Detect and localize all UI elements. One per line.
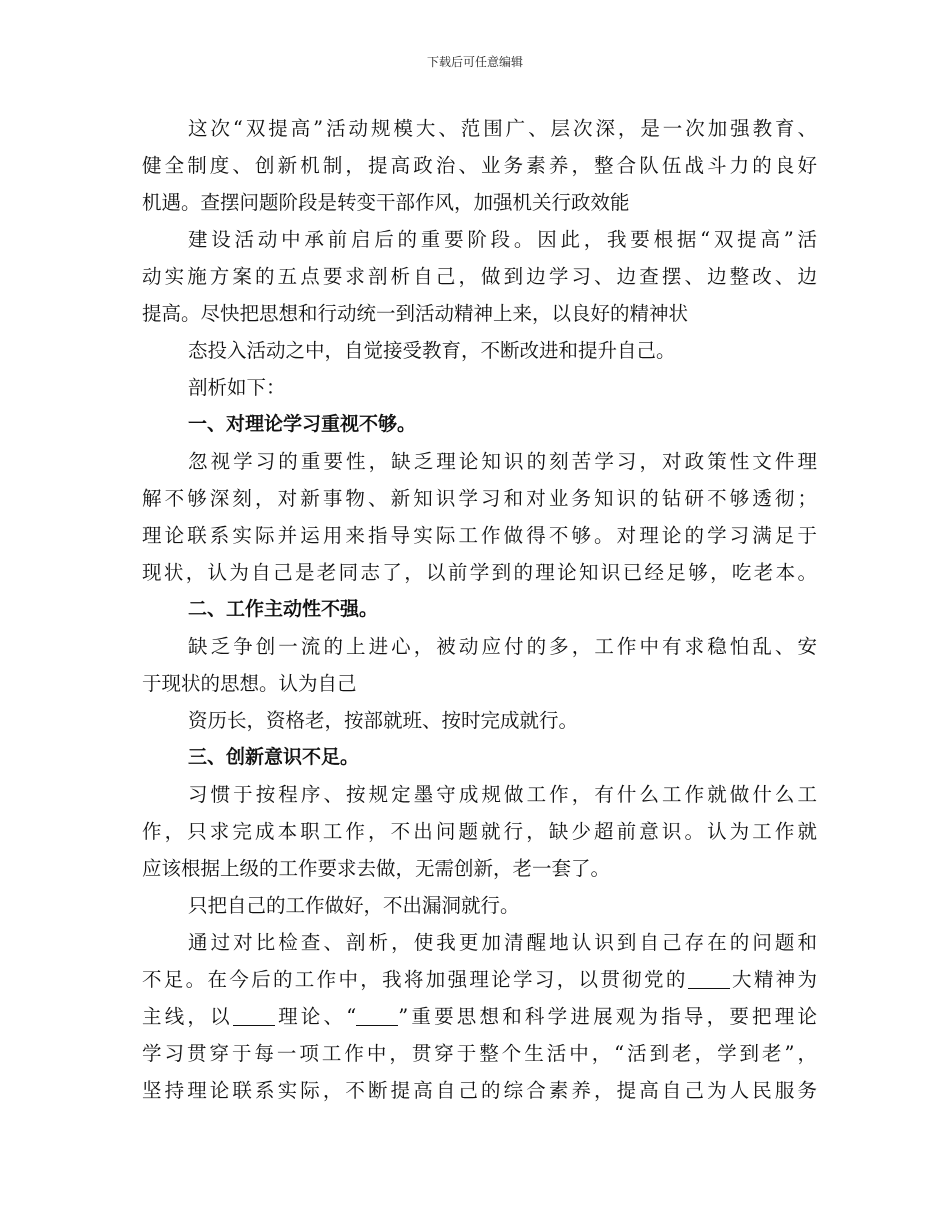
text-line: 应该根据上级的工作要求去做，无需创新，老一套了。 xyxy=(142,857,611,880)
section-heading: 一、对理论学习重视不够。 xyxy=(188,413,417,435)
fill-blank xyxy=(233,1006,275,1027)
section-heading: 二、工作主动性不强。 xyxy=(188,598,379,620)
text-line: 解不够深刻，对新事物、新知识学习和对业务知识的钻研不够透彻； xyxy=(142,487,817,510)
text-line: 通过对比检查、剖析，使我更加清醒地认识到自己存在的问题和 xyxy=(188,931,817,954)
text-segment: 理论、“ xyxy=(274,1005,357,1028)
text-line: 习惯于按程序、按规定墨守成规做工作，有什么工作就做什么工 xyxy=(188,783,817,806)
text-segment: 大精神为 xyxy=(729,968,817,991)
text-line: 现状，认为自己是老同志了，以前学到的理论知识已经足够，吃老本。 xyxy=(142,561,817,584)
text-line xyxy=(142,998,817,1035)
text-segment: ”重要思想和科学进展观为指导，要把理论 xyxy=(398,1005,817,1028)
text-line: 作，只求完成本职工作，不出问题就行，缺少超前意识。认为工作就 xyxy=(142,820,817,843)
text-line: 建设活动中承前启后的重要阶段。因此，我要根据“双提高”活 xyxy=(188,228,817,251)
fill-blank xyxy=(688,969,730,990)
text-line: 学习贯穿于每一项工作中，贯穿于整个生活中，“活到老，学到老”， xyxy=(142,1042,817,1065)
text-line: 机遇。查摆问题阶段是转变干部作风，加强机关行政效能 xyxy=(142,191,630,214)
text-line: 只把自己的工作做好，不出漏洞就行。 xyxy=(188,894,520,917)
text-line: 态投入活动之中，自觉接受教育，不断改进和提升自己。 xyxy=(188,339,676,362)
text-segment: 主线，以 xyxy=(142,1005,233,1028)
text-line: 于现状的思想。认为自己 xyxy=(142,672,357,695)
text-line: 资历长，资格老，按部就班、按时完成就行。 xyxy=(188,709,579,732)
text-line: 动实施方案的五点要求剖析自己，做到边学习、边查摆、边整改、边 xyxy=(142,265,817,288)
text-line: 这次“双提高”活动规模大、范围广、层次深，是一次加强教育、 xyxy=(188,117,817,140)
text-line: 健全制度、创新机制，提高政治、业务素养，整合队伍战斗力的良好 xyxy=(142,154,817,177)
text-segment: 不足。在今后的工作中，我将加强理论学习，以贯彻党的 xyxy=(142,968,688,991)
document-body xyxy=(142,110,817,1109)
text-line xyxy=(142,961,817,998)
text-line: 坚持理论联系实际，不断提高自己的综合素养，提高自己为人民服务 xyxy=(142,1079,817,1102)
text-line: 提高。尽快把思想和行动统一到活动精神上来，以良好的精神状 xyxy=(142,302,689,325)
text-line: 理论联系实际并运用来指导实际工作做得不够。对理论的学习满足于 xyxy=(142,524,817,547)
section-heading: 三、创新意识不足。 xyxy=(188,746,360,768)
page-header: 下载后可任意编辑 xyxy=(426,55,523,69)
text-line: 剖析如下： xyxy=(188,376,286,399)
text-line: 忽视学习的重要性，缺乏理论知识的刻苦学习，对政策性文件理 xyxy=(188,450,817,473)
text-line: 缺乏争创一流的上进心，被动应付的多，工作中有求稳怕乱、安 xyxy=(188,635,817,658)
fill-blank xyxy=(356,1006,398,1027)
